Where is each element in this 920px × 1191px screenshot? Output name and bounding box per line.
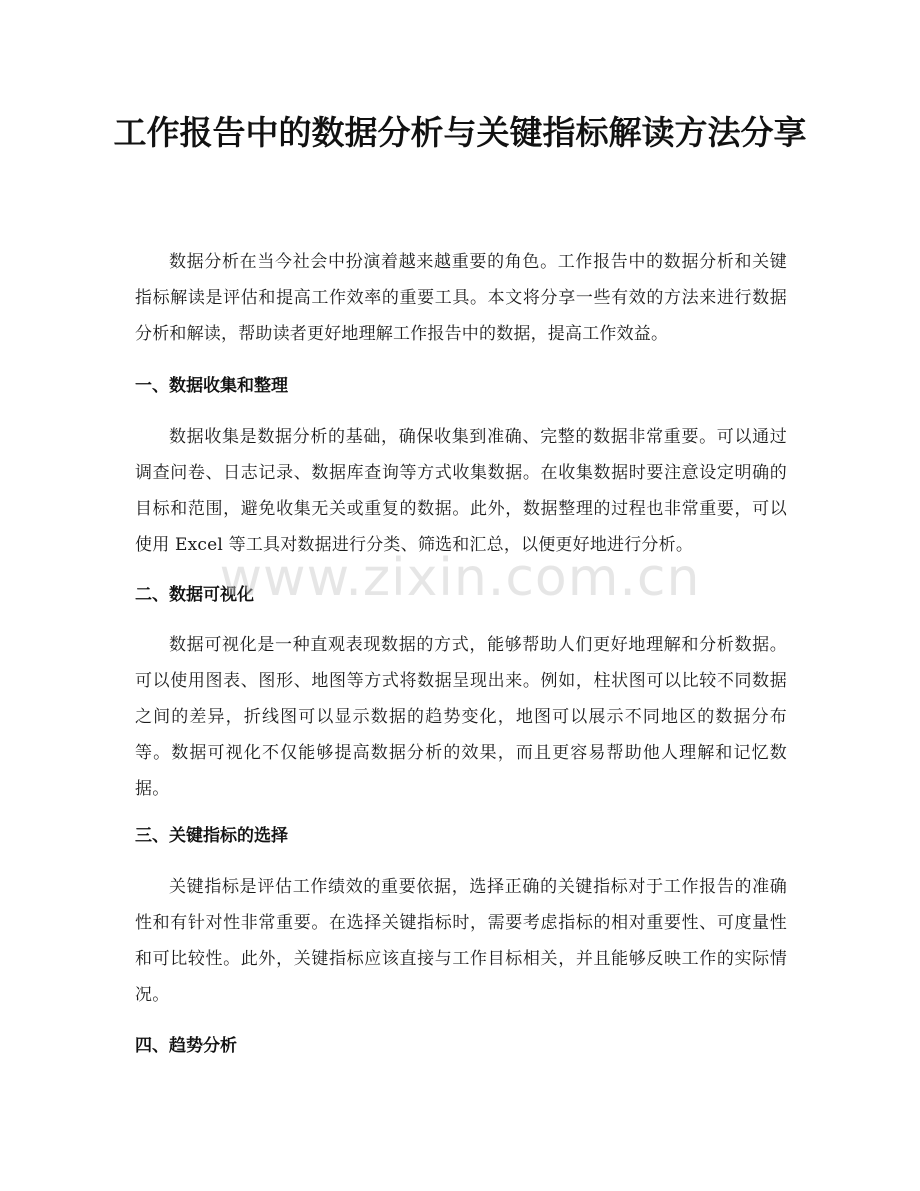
intro-paragraph: 数据分析在当今社会中扮演着越来越重要的角色。工作报告中的数据分析和关键指标解读是评估和提高工作效率的重要工具。本文将分享一些有效的方法来进行数据分析和解读，帮助读者更好地理解工作报告中的数据，提高工作效益。 [135, 252, 787, 344]
section-heading-3: 三、关键指标的选择 [135, 826, 288, 846]
section-heading-2: 二、数据可视化 [135, 585, 254, 605]
section-body-2: 数据可视化是一种直观表现数据的方式，能够帮助人们更好地理解和分析数据。可以使用图表、图形、地图等方式将数据呈现出来。例如，柱状图可以比较不同数据之间的差异，折线图可以显示数据的趋势变化，地图可以展示不同地区的数据分布等。数据可视化不仅能够提高数据分析的效果，而且更容易帮助他人理解和记忆数据。 [135, 635, 787, 799]
watermark-text: www.zixin.com.cn [219, 548, 701, 608]
section-body-1: 数据收集是数据分析的基础，确保收集到准确、完整的数据非常重要。可以通过调查问卷、日志记录、数据库查询等方式收集数据。在收集数据时要注意设定明确的目标和范围，避免收集无关或重复的数据。此外，数据整理的过程也非常重要，可以使用 Excel 等工具对数据进行分类、筛选和汇总，以便更好地进行分析。 [135, 427, 787, 555]
section-heading-4: 四、趋势分析 [135, 1036, 237, 1056]
document-title: 工作报告中的数据分析与关键指标解读方法分享 [113, 113, 807, 152]
section-heading-1: 一、数据收集和整理 [135, 376, 288, 396]
section-body-3: 关键指标是评估工作绩效的重要依据，选择正确的关键指标对于工作报告的准确性和有针对性非常重要。在选择关键指标时，需要考虑指标的相对重要性、可度量性和可比较性。此外，关键指标应该直接与工作目标相关，并且能够反映工作的实际情况。 [135, 877, 787, 1005]
